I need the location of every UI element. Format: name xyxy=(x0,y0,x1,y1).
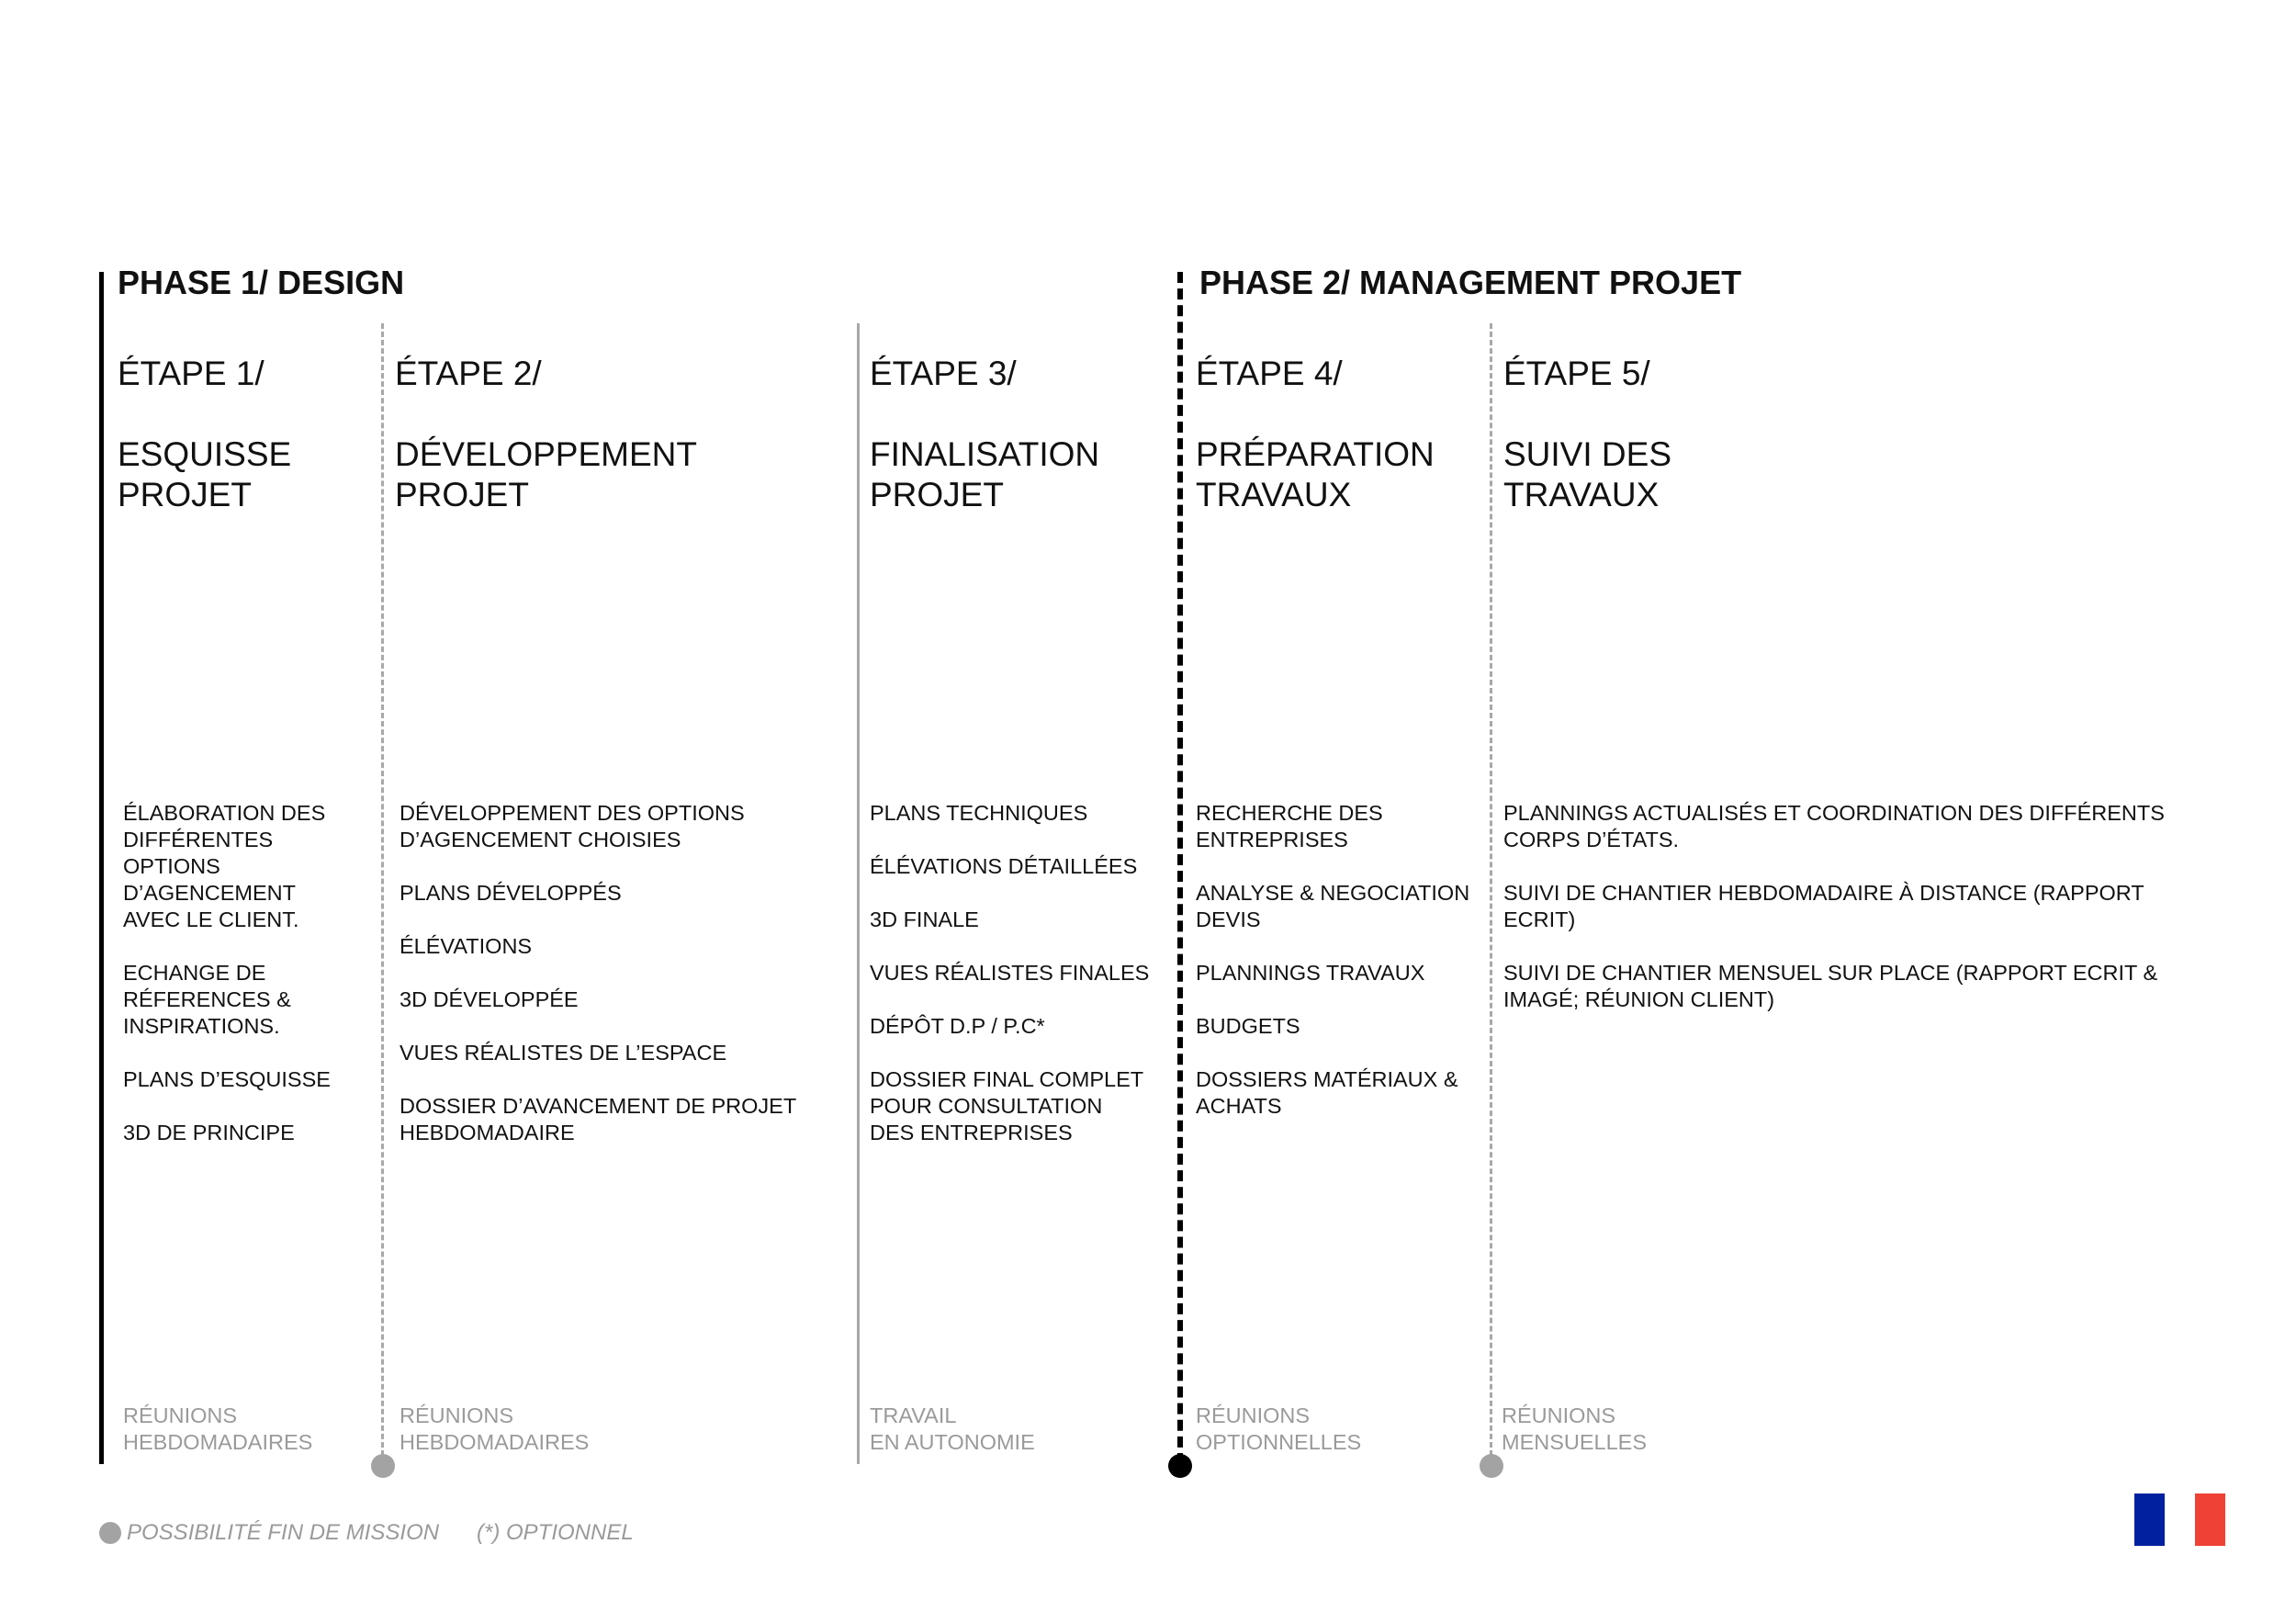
step-2-number: ÉTAPE 2/ xyxy=(395,355,542,392)
task-item: 3D DÉVELOPPÉE xyxy=(400,987,579,1011)
step-3-tasks xyxy=(870,800,1149,1173)
step-2-meetings: RÉUNIONS HEBDOMADAIRES xyxy=(400,1403,590,1454)
step-3-number: ÉTAPE 3/ xyxy=(870,355,1017,392)
step-1-tasks xyxy=(123,800,331,1173)
legend-optional: (*) OPTIONNEL xyxy=(477,1520,634,1545)
step-3-name: FINALISATION PROJET xyxy=(870,435,1100,513)
step-4-meetings: RÉUNIONS OPTIONNELLES xyxy=(1196,1403,1362,1454)
task-item: VUES RÉALISTES FINALES xyxy=(870,961,1150,985)
task-item: 3D FINALE xyxy=(870,907,979,931)
end-of-mission-marker-step-5 xyxy=(1480,1454,1503,1478)
task-item: DOSSIER D’AVANCEMENT DE PROJET HEBDOMADAIRE xyxy=(400,1094,797,1144)
phase-1-line xyxy=(99,272,104,1464)
task-item: 3D DE PRINCIPE xyxy=(123,1121,295,1144)
task-item: PLANNINGS TRAVAUX xyxy=(1196,961,1425,985)
flag-stripe-blue xyxy=(2134,1493,2165,1546)
step-4-name: PRÉPARATION TRAVAUX xyxy=(1196,435,1435,513)
step-1-number: ÉTAPE 1/ xyxy=(118,355,264,392)
task-item: BUDGETS xyxy=(1196,1014,1300,1038)
legend-end-of-mission-icon xyxy=(99,1522,121,1544)
task-item: ECHANGE DE RÉFERENCES & INSPIRATIONS. xyxy=(123,961,291,1038)
task-item: RECHERCHE DES ENTREPRISES xyxy=(1196,801,1383,851)
task-item: PLANS TECHNIQUES xyxy=(870,801,1088,825)
task-item: ANALYSE & NEGOCIATION DEVIS xyxy=(1196,881,1470,931)
flag-stripe-white xyxy=(2165,1493,2195,1546)
step-3-divider xyxy=(857,323,860,1464)
step-1-meetings: RÉUNIONS HEBDOMADAIRES xyxy=(123,1403,313,1454)
task-item: DOSSIER FINAL COMPLET POUR CONSULTATION DES ENTREPRISES xyxy=(870,1067,1144,1144)
task-item: DÉVELOPPEMENT DES OPTIONS D’AGENCEMENT CHOISIES xyxy=(400,801,745,851)
task-item: DÉPÔT D.P / P.C* xyxy=(870,1014,1045,1038)
end-of-mission-marker-step-2 xyxy=(371,1454,395,1478)
legend-end-of-mission: POSSIBILITÉ FIN DE MISSION xyxy=(127,1520,440,1545)
task-item: SUIVI DE CHANTIER HEBDOMADAIRE À DISTANCE (RAPPORT ECRIT) xyxy=(1503,881,2144,931)
task-item: VUES RÉALISTES DE L’ESPACE xyxy=(400,1041,727,1065)
phase-2-line xyxy=(1177,272,1183,1464)
step-2-tasks xyxy=(400,800,796,1173)
flag-stripe-red xyxy=(2195,1493,2225,1546)
task-item: PLANNINGS ACTUALISÉS ET COORDINATION DES DIFFÉRENTS CORPS D’ÉTATS. xyxy=(1503,801,2165,851)
step-3-meetings: TRAVAIL EN AUTONOMIE xyxy=(870,1403,1035,1454)
step-2-divider xyxy=(381,323,384,1464)
step-5-divider xyxy=(1490,323,1492,1464)
step-4-tasks xyxy=(1196,800,1469,1146)
step-1-name: ESQUISSE PROJET xyxy=(118,435,292,513)
step-5-name: SUIVI DES TRAVAUX xyxy=(1503,435,1671,513)
task-item: ÉLABORATION DES DIFFÉRENTES OPTIONS D’AGENCEMENT AVEC LE CLIENT. xyxy=(123,801,326,931)
task-item: DOSSIERS MATÉRIAUX & ACHATS xyxy=(1196,1067,1458,1118)
step-2-name: DÉVELOPPEMENT PROJET xyxy=(395,435,697,513)
task-item: ÉLÉVATIONS DÉTAILLÉES xyxy=(870,854,1138,878)
step-5-number: ÉTAPE 5/ xyxy=(1503,355,1650,392)
task-item: PLANS D’ESQUISSE xyxy=(123,1067,331,1091)
phase-2-title: PHASE 2/ MANAGEMENT PROJET xyxy=(1199,264,1742,301)
step-5-tasks xyxy=(1503,800,2165,1040)
task-item: SUIVI DE CHANTIER MENSUEL SUR PLACE (RAPPORT ECRIT & IMAGÉ; RÉUNION CLIENT) xyxy=(1503,961,2158,1011)
task-item: ÉLÉVATIONS xyxy=(400,934,533,958)
step-5-meetings: RÉUNIONS MENSUELLES xyxy=(1502,1403,1648,1454)
phase-1-title: PHASE 1/ DESIGN xyxy=(118,264,405,301)
step-4-number: ÉTAPE 4/ xyxy=(1196,355,1343,392)
task-item: PLANS DÉVELOPPÉS xyxy=(400,881,622,905)
end-of-mission-marker-phase-2 xyxy=(1168,1454,1192,1478)
